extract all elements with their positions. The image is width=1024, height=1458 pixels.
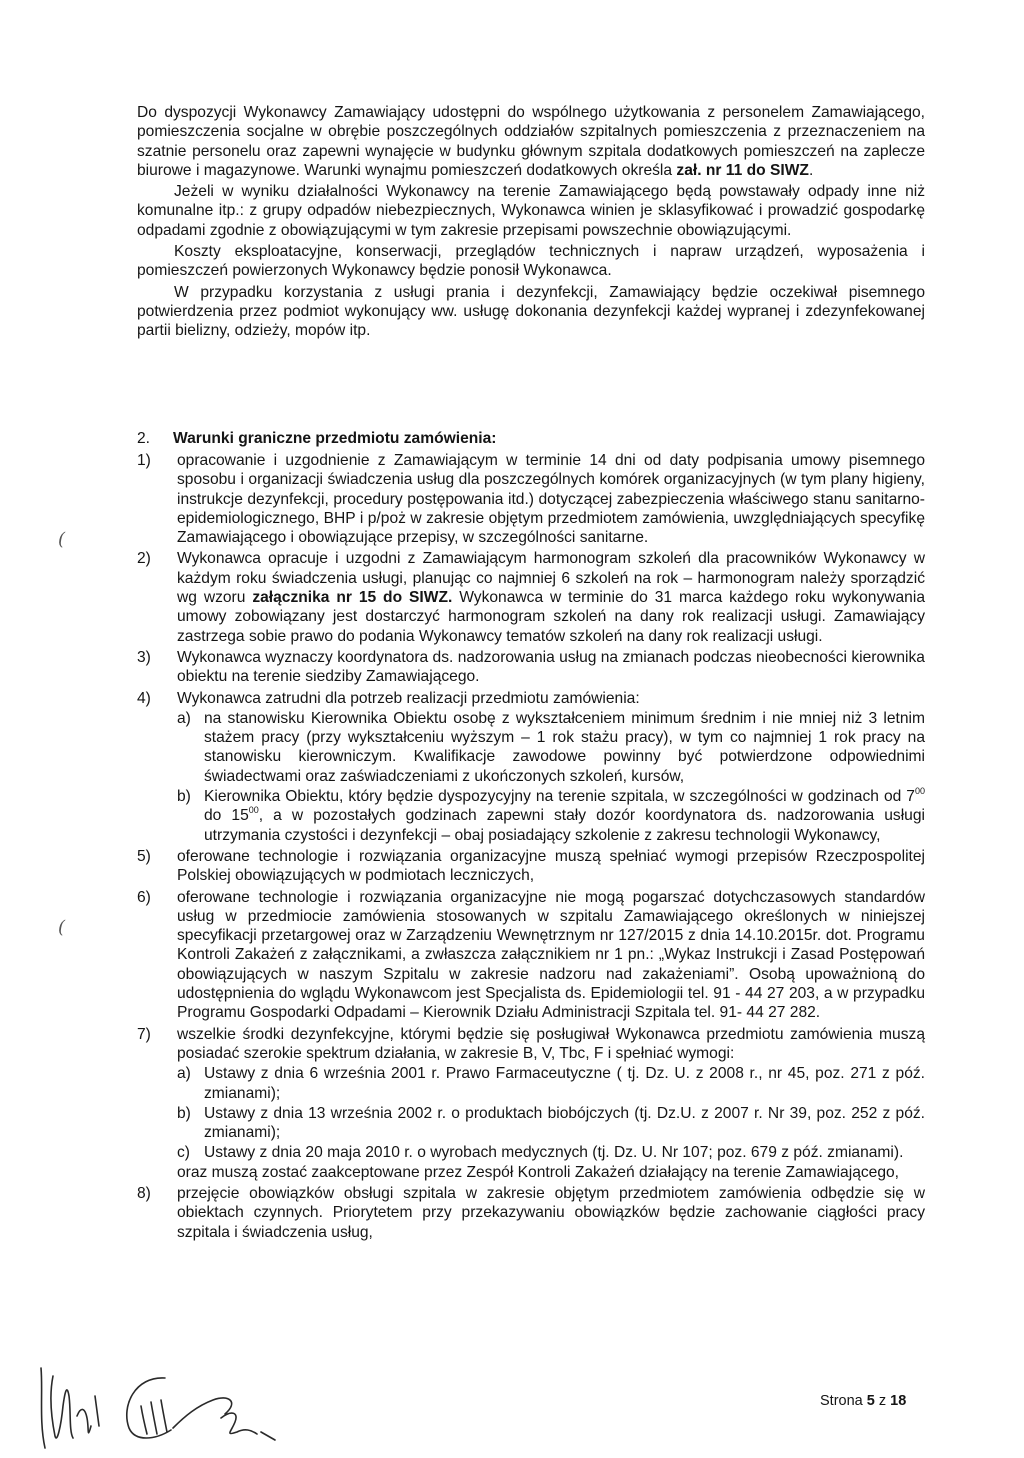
sub-item-letter: a)	[177, 1065, 191, 1083]
intro-paragraph-1-end: .	[808, 161, 814, 179]
list-item-number: 7)	[137, 1025, 151, 1043]
intro-paragraph-2: Jeżeli w wyniku działalności Wykonawcy na terenie Zamawiającego będą powstawały odpady inne niż komunalne itp.: z grupy odpadów niebezpiecznych, Wykonawca winien je sklasyfikować i prowadzić gospodarkę odpadami zgodnie z obowiązującymi w tym zakresie przepisami powszechnie obowiązującymi.	[137, 183, 925, 239]
conditions-list	[137, 451, 925, 1244]
list-item-text	[177, 549, 925, 645]
sub-item-7a	[177, 1064, 925, 1103]
list-item-3	[137, 648, 925, 687]
sub-item-4b-text-c: , a w pozostałych godzinach zapewni stały dozór koordynatora ds. nadzorowania usługi utrzymania czystości i dezynfekcji – obaj posiadający szkolenie z zakresu technologii Wykonawcy,	[204, 807, 925, 844]
list-item-5	[137, 847, 925, 886]
hour-superscript-start: 00	[914, 786, 925, 797]
hour-superscript-end: 00	[248, 805, 259, 816]
intro-section	[137, 103, 925, 341]
list-item-text: przejęcie obowiązków obsługi szpitala w zakresie objętym przedmiotem zamówienia odbędzie się w obiektach czynnych. Priorytetem przy przekazywaniu obowiązków będzie zachowanie ciągłości pracy szpitala i świadczenia usług,	[177, 1184, 925, 1241]
handwritten-initials-signature	[25, 1356, 295, 1456]
margin-pencil-mark: (	[58, 529, 66, 550]
list-item-number: 1)	[137, 452, 151, 469]
sub-item-text: Ustawy z dnia 6 września 2001 r. Prawo Farmaceutyczne ( tj. Dz. U. z 2008 r., nr 45, poz. 271 z póź. zmianami);	[204, 1065, 925, 1102]
list-item-2-text-b: Wykonawca w terminie do 31 marca każdego roku wykonywania umowy zobowiązany jest dostarczyć harmonogram szkoleń na dany rok realizacji usługi. Zamawiający zastrzega sobie prawo do podania Wykonawcy tematów szkoleń na dany rok realizacji usługi.	[177, 589, 925, 645]
list-item-number: 2)	[137, 550, 151, 568]
list-item-number: 3)	[137, 648, 151, 666]
intro-paragraph-1	[137, 103, 925, 180]
sub-item-4b	[177, 787, 925, 845]
sub-item-text: Ustawy z dnia 20 maja 2010 r. o wyrobach medycznych (tj. Dz. U. Nr 107; poz. 679 z póź. zmianami).	[204, 1144, 904, 1162]
sub-item-4b-text-a: Kierownika Obiektu, który będzie dyspozycyjny na terenie szpitala, w szczególności w godzinach od 7	[204, 788, 915, 806]
section-title: Warunki graniczne przedmiotu zamówienia:	[173, 430, 497, 447]
sub-item-text	[204, 787, 925, 845]
list-item-number: 5)	[137, 847, 151, 865]
list-item-number: 6)	[137, 888, 151, 906]
sub-item-text: Ustawy z dnia 13 września 2002 r. o produktach biobójczych (tj. Dz.U. z 2007 r. Nr 39, poz. 252 z póź. zmianami);	[204, 1104, 925, 1142]
page-number-footer	[820, 1392, 906, 1411]
total-page-count: 18	[890, 1393, 907, 1409]
list-item-2-text-a: Wykonawca opracuje i uzgodni z Zamawiającym harmonogram szkoleń dla pracowników Wykonawcy w każdym roku świadczenia usługi, planując co najmniej 6 szkoleń na rok – harmonogram należy sporządzić wg wzoru	[177, 550, 925, 607]
current-page-number: 5	[866, 1393, 875, 1409]
intro-paragraph-1-text: Do dyspozycji Wykonawcy Zamawiający udostępni do wspólnego użytkowania z personelem Zamawiającego, pomieszczenia socjalne w obrębie poszczególnych oddziałów szpitalnych pomieszczenia z przeznaczeniem na szatnie personelu oraz zapewni wynajęcie w budynku głównym szpitala dodatkowych pomieszczeń na zaplecze biurowe i magazynowe. Warunki wynajmu pomieszczeń dodatkowych określa	[137, 104, 925, 179]
list-item-body	[177, 1025, 925, 1182]
footer-prefix: Strona	[820, 1393, 867, 1409]
list-item-8	[137, 1184, 925, 1242]
list-item-text: oferowane technologie i rozwiązania organizacyjne nie mogą pogarszać dotychczasowych standardów usług w przedmiocie zamówienia stosowanych w szpitalu Zamawiającego określonych w niniejszej specyfikacji przetargowej oraz w Zarządzeniu Wewnętrznym nr 127/2015 z dnia 14.10.2015r. dot. Programu Kontroli Zakażeń z załącznikami, a zwłaszcza załącznikiem nr 1 pn.: „Wykaz Instrukcji i Zasad Postępowań obowiązujących w naszym Szpitalu w zakresie nadzoru nad zakażeniami”. Osobą upoważnioną do udostępnienia do wglądu Wykonawcom jest Specjalista ds. Epidemiologii tel. 91 - 44 27 203, a w przypadku Programu Gospodarki Odpadami – Kierownik Działu Administracji Szpitala tel. 91- 44 27 282.	[177, 888, 925, 1022]
list-item-2	[137, 549, 925, 645]
attachment-11-reference: zał. nr 11 do SIWZ	[676, 161, 809, 179]
intro-paragraph-3: Koszty eksploatacyjne, konserwacji, przeglądów technicznych i napraw urządzeń, wyposażenia i pomieszczeń powierzonych Wykonawcy będzie ponosił Wykonawca.	[137, 243, 925, 280]
sub-item-4a	[177, 709, 925, 786]
list-item-text: Wykonawca wyznaczy koordynatora ds. nadzorowania usług na zmianach podczas nieobecności kierownika obiektu na terenie siedziby Zamawiającego.	[177, 648, 925, 686]
list-item-text: opracowanie i uzgodnienie z Zamawiającym w terminie 14 dni od daty podpisania umowy pisemnego sposobu i organizacji świadczenia usług dla poszczególnych komórek organizacyjnych (w tym plany higieny, instrukcje dezynfekcji, procedury postępowania itd.) dotyczącej zabezpieczenia właściwego stanu sanitarno-epidemiologicznego, BHP i p/poż w zakresie objętym przedmiotem zamówienia, uwzględniających specyfikę Zamawiającego i obowiązujące przepisy, w szczególności sanitarne.	[177, 452, 925, 547]
list-item-1	[137, 451, 925, 547]
sub-item-letter: b)	[177, 788, 191, 806]
sub-item-letter: a)	[177, 709, 191, 727]
attachment-15-reference: załącznika nr 15 do SIWZ.	[252, 589, 453, 607]
list-item-7	[137, 1025, 925, 1182]
sub-item-text: na stanowisku Kierownika Obiektu osobę z wykształceniem minimum średnim i nie mniej niż 3 letnim stażem pracy (przy wykształceniu wyższym – 1 rok stażu pracy), w tym co najmniej 1 rok pracy na stanowisku kierowniczym. Kwalifikacje zawodowe powinny być potwierdzone odpowiednimi świadectwami oraz zaświadczeniami z ukończonych szkoleń, kursów,	[204, 709, 925, 785]
list-item-text: oferowane technologie i rozwiązania organizacyjne muszą spełniać wymogi przepisów Rzeczpospolitej Polskiej obowiązujących w podmiotach leczniczych,	[177, 847, 925, 885]
sub-item-letter: b)	[177, 1104, 191, 1122]
intro-paragraph-4: W przypadku korzystania z usługi prania i dezynfekcji, Zamawiający będzie oczekiwał pisemnego potwierdzenia przez podmiot wykonujący ww. usługę dokonania dezynfekcji każdej wypranej i zdezynfekowanej partii bielizny, odzieży, mopów itp.	[137, 283, 925, 340]
list-item-number: 8)	[137, 1184, 151, 1202]
sub-item-7b	[177, 1104, 925, 1143]
list-item-text: Wykonawca zatrudni dla potrzeb realizacji przedmiotu zamówienia:	[177, 689, 640, 707]
section-number: 2.	[137, 430, 151, 447]
list-item-number: 4)	[137, 689, 151, 707]
sub-item-7c	[177, 1143, 925, 1162]
list-item-4	[137, 689, 925, 845]
list-item-7-closing-text: oraz muszą zostać zaakceptowane przez Zespół Kontroli Zakażeń działający na terenie Zamawiającego,	[177, 1163, 900, 1181]
sub-item-4b-text-b: do 15	[204, 807, 249, 825]
list-item-body	[177, 689, 925, 845]
list-item-text: wszelkie środki dezynfekcyjne, którymi będzie się posługiwał Wykonawca przedmiotu zamówienia muszą posiadać szerokie spektrum działania, w zakresie B, V, Tbc, F i spełniać wymogi:	[177, 1025, 925, 1062]
list-item-6	[137, 888, 925, 1023]
sub-item-letter: c)	[177, 1144, 190, 1162]
section-heading	[137, 429, 925, 448]
margin-pencil-mark: (	[58, 917, 66, 938]
footer-separator: z	[874, 1393, 891, 1409]
